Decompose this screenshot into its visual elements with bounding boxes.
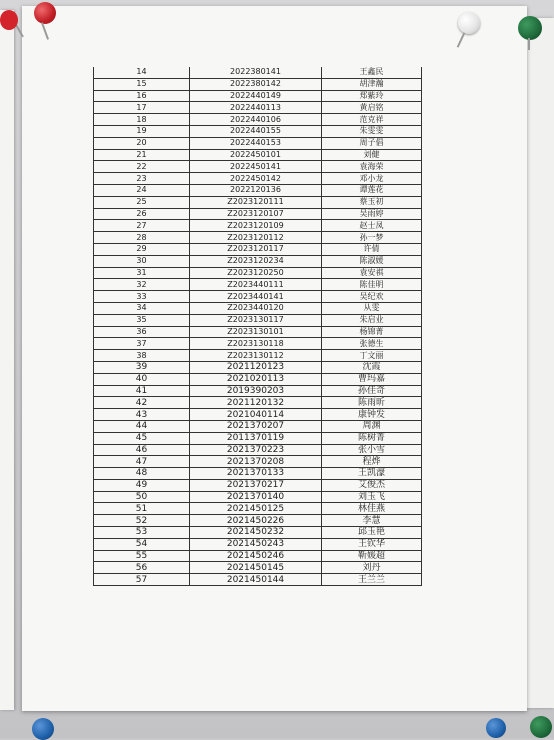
row-number-cell: 18 [94,114,190,126]
row-number-cell: 37 [94,338,190,350]
student-id-cell: Z2023120112 [190,232,322,244]
student-name-cell: 胡津瀚 [322,78,422,90]
row-number-cell: 49 [94,479,190,491]
student-name-cell: 陈淑媛 [322,255,422,267]
table-row [94,515,422,527]
student-name-cell: 黄启铭 [322,102,422,114]
table-row [94,527,422,539]
table-row [94,338,422,350]
table-row [94,291,422,303]
student-id-cell: 2021370208 [190,456,322,468]
student-name-cell: 袁海荣 [322,161,422,173]
table-row [94,503,422,515]
table-row [94,326,422,338]
student-name-cell: 刘健 [322,149,422,161]
table-row [94,161,422,173]
student-id-cell: 2022380142 [190,78,322,90]
row-number-cell: 41 [94,385,190,397]
row-number-cell: 26 [94,208,190,220]
row-number-cell: 56 [94,562,190,574]
table-row [94,196,422,208]
table-row [94,67,422,78]
student-id-cell: Z2023120111 [190,196,322,208]
student-id-cell: 2021120132 [190,397,322,409]
student-name-cell: 沈霞 [322,361,422,373]
table-row [94,420,422,432]
table-row [94,302,422,314]
student-id-cell: 2021040114 [190,409,322,421]
table-row [94,220,422,232]
student-name-cell: 陈树菁 [322,432,422,444]
student-name-cell: 王凯濠 [322,468,422,480]
student-id-cell: 2021370207 [190,420,322,432]
student-id-cell: 2022440113 [190,102,322,114]
table-row [94,373,422,385]
white-pin-icon [448,8,488,48]
table-row [94,350,422,362]
student-id-cell: Z2023440141 [190,291,322,303]
student-id-cell: Z2023130112 [190,350,322,362]
red-pin-icon-2 [34,2,56,24]
row-number-cell: 20 [94,137,190,149]
student-id-cell: 2021370140 [190,491,322,503]
student-name-cell: 程烨 [322,456,422,468]
row-number-cell: 38 [94,350,190,362]
row-number-cell: 51 [94,503,190,515]
student-id-cell: 2021450145 [190,562,322,574]
student-id-cell: Z2023120117 [190,243,322,255]
student-id-cell: 2021450232 [190,527,322,539]
row-number-cell: 46 [94,444,190,456]
table-row [94,538,422,550]
student-name-cell: 曹玛嘉 [322,373,422,385]
student-id-cell: 2021450125 [190,503,322,515]
student-id-cell: 2022440155 [190,125,322,137]
student-id-cell: 2011370119 [190,432,322,444]
student-id-cell: 2021120123 [190,361,322,373]
student-name-cell: 靳媛超 [322,550,422,562]
row-number-cell: 14 [94,67,190,78]
student-id-cell: 2022440153 [190,137,322,149]
row-number-cell: 22 [94,161,190,173]
student-name-cell: 陈佳明 [322,279,422,291]
student-id-cell: 2021450226 [190,515,322,527]
table-row [94,78,422,90]
row-number-cell: 29 [94,243,190,255]
row-number-cell: 23 [94,173,190,185]
row-number-cell: 21 [94,149,190,161]
student-name-cell: 谭莲花 [322,184,422,196]
row-number-cell: 47 [94,456,190,468]
row-number-cell: 31 [94,267,190,279]
student-name-cell: 邓小龙 [322,173,422,185]
row-number-cell: 16 [94,90,190,102]
student-id-cell: 2022450141 [190,161,322,173]
student-id-cell: 2021450246 [190,550,322,562]
row-number-cell: 52 [94,515,190,527]
row-number-cell: 44 [94,420,190,432]
student-name-cell: 吴纪欢 [322,291,422,303]
student-name-cell: 王兰兰 [322,574,422,586]
table-row [94,409,422,421]
student-name-cell: 康钟发 [322,409,422,421]
row-number-cell: 57 [94,574,190,586]
student-name-cell: 郑紫玲 [322,90,422,102]
green-pin-icon-2 [528,712,554,738]
table-row [94,184,422,196]
row-number-cell: 17 [94,102,190,114]
student-id-cell: Z2023120109 [190,220,322,232]
student-name-cell: 林佳燕 [322,503,422,515]
student-id-cell: Z2023130117 [190,314,322,326]
student-name-cell: 艾俊杰 [322,479,422,491]
student-name-cell: 丁文丽 [322,350,422,362]
row-number-cell: 53 [94,527,190,539]
student-id-cell: 2021370223 [190,444,322,456]
student-name-cell: 周渊 [322,420,422,432]
student-id-cell: 2022450142 [190,173,322,185]
student-id-cell: 2022120136 [190,184,322,196]
table-row [94,125,422,137]
row-number-cell: 55 [94,550,190,562]
roster-table-wrapper [93,67,421,586]
row-number-cell: 39 [94,361,190,373]
row-number-cell: 48 [94,468,190,480]
table-row [94,432,422,444]
table-row [94,385,422,397]
student-id-cell: 2022380141 [190,67,322,78]
row-number-cell: 28 [94,232,190,244]
blue-pin-icon [28,714,62,738]
table-row [94,456,422,468]
blue-pin-icon-2 [484,716,514,738]
table-row [94,149,422,161]
green-pin-icon [512,10,554,50]
student-id-cell: 2022440106 [190,114,322,126]
row-number-cell: 25 [94,196,190,208]
row-number-cell: 45 [94,432,190,444]
student-name-cell: 李慧 [322,515,422,527]
table-row [94,491,422,503]
table-row [94,479,422,491]
row-number-cell: 50 [94,491,190,503]
row-number-cell: 34 [94,302,190,314]
table-row [94,90,422,102]
table-row [94,574,422,586]
student-name-cell: 张德生 [322,338,422,350]
student-id-cell: 2022440149 [190,90,322,102]
student-name-cell: 陈雨昕 [322,397,422,409]
row-number-cell: 19 [94,125,190,137]
student-name-cell: 朱启业 [322,314,422,326]
red-pin-icon [0,0,60,50]
table-row [94,562,422,574]
paper-sheet [22,6,527,711]
student-id-cell: Z2023120234 [190,255,322,267]
table-row [94,444,422,456]
table-row [94,232,422,244]
student-name-cell: 赵士凤 [322,220,422,232]
table-row [94,114,422,126]
student-name-cell: 蔡玉初 [322,196,422,208]
row-number-cell: 42 [94,397,190,409]
roster-table-body [94,67,422,586]
student-name-cell: 杨锦菁 [322,326,422,338]
student-id-cell: 2019390203 [190,385,322,397]
table-row [94,102,422,114]
row-number-cell: 27 [94,220,190,232]
row-number-cell: 15 [94,78,190,90]
student-name-cell: 许倩 [322,243,422,255]
table-row [94,397,422,409]
table-row [94,208,422,220]
student-id-cell: Z2023130118 [190,338,322,350]
student-name-cell: 邱玉艳 [322,527,422,539]
roster-table [93,67,422,586]
row-number-cell: 33 [94,291,190,303]
student-name-cell: 刘丹 [322,562,422,574]
table-row [94,243,422,255]
student-name-cell: 范克祥 [322,114,422,126]
student-id-cell: Z2023120107 [190,208,322,220]
student-name-cell: 王鑫民 [322,67,422,78]
row-number-cell: 35 [94,314,190,326]
student-id-cell: Z2023130101 [190,326,322,338]
student-name-cell: 张小雪 [322,444,422,456]
student-id-cell: 2021450144 [190,574,322,586]
student-name-cell: 孙佳奇 [322,385,422,397]
student-name-cell: 袁安祺 [322,267,422,279]
row-number-cell: 30 [94,255,190,267]
student-id-cell: 2021370217 [190,479,322,491]
row-number-cell: 24 [94,184,190,196]
student-name-cell: 王钦华 [322,538,422,550]
red-pin-head-icon [0,10,18,30]
table-row [94,314,422,326]
student-id-cell: Z2023440120 [190,302,322,314]
student-name-cell: 孙一梦 [322,232,422,244]
student-id-cell: Z2023440111 [190,279,322,291]
table-row [94,468,422,480]
student-name-cell: 从雯 [322,302,422,314]
student-id-cell: 2021450243 [190,538,322,550]
table-row [94,255,422,267]
row-number-cell: 40 [94,373,190,385]
table-row [94,173,422,185]
table-row [94,267,422,279]
student-name-cell: 周子倡 [322,137,422,149]
student-name-cell: 朱雯雯 [322,125,422,137]
adjacent-sheet-left [0,10,14,710]
table-row [94,550,422,562]
student-id-cell: 2021020113 [190,373,322,385]
student-name-cell: 刘玉飞 [322,491,422,503]
student-id-cell: 2022450101 [190,149,322,161]
student-id-cell: 2021370133 [190,468,322,480]
table-row [94,137,422,149]
row-number-cell: 43 [94,409,190,421]
row-number-cell: 32 [94,279,190,291]
student-id-cell: Z2023120250 [190,267,322,279]
table-row [94,279,422,291]
student-name-cell: 吴雨婷 [322,208,422,220]
row-number-cell: 36 [94,326,190,338]
row-number-cell: 54 [94,538,190,550]
table-row [94,361,422,373]
